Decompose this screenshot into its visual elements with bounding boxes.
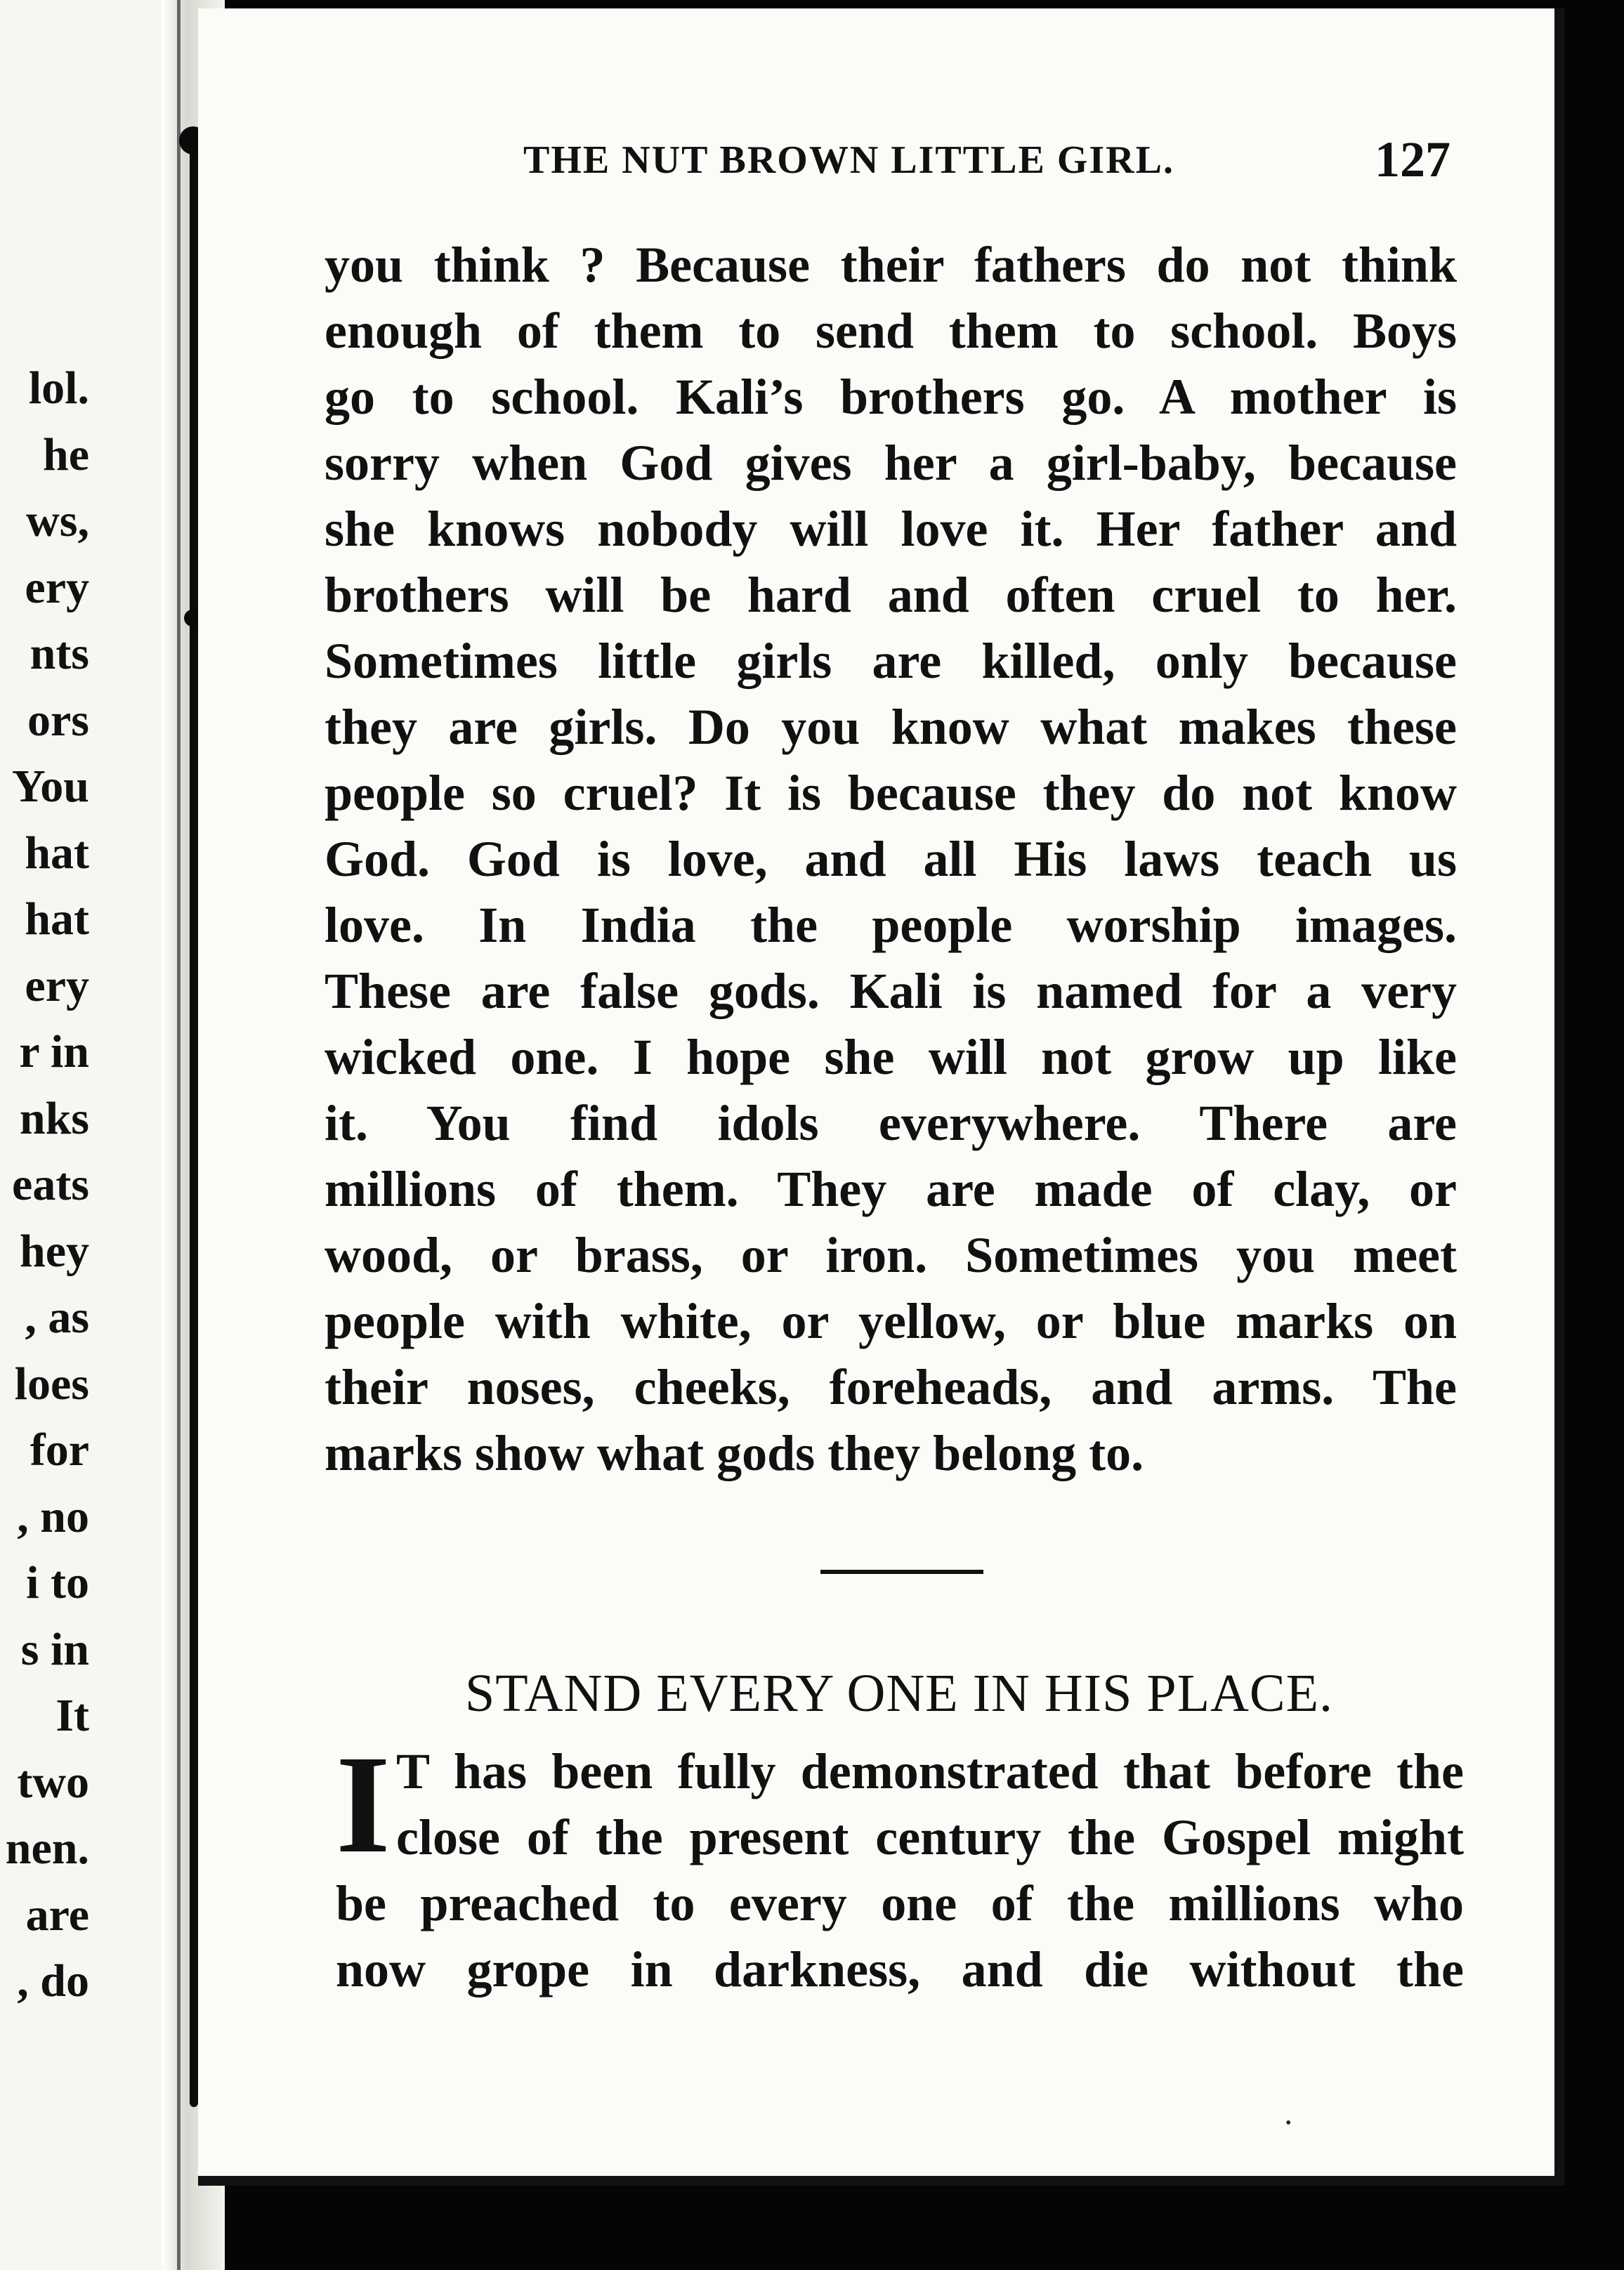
left-text-fragment: ws, [26, 495, 89, 546]
text-line: now grope in darkness, and die without the [336, 1941, 1464, 1997]
left-text-fragment: nen. [5, 1823, 89, 1874]
left-text-fragment: two [17, 1756, 89, 1808]
left-text-fragment: nts [30, 628, 89, 679]
binding-rule [177, 0, 181, 2270]
page-header [523, 131, 1451, 187]
text-line: people with white, or yellow, or blue marks on [325, 1293, 1457, 1349]
text-line: close of the present century the Gospel might [396, 1809, 1464, 1865]
section-divider [820, 1570, 983, 1574]
running-head: THE NUT BROWN LITTLE GIRL. [523, 138, 1174, 182]
drop-cap: I [336, 1727, 391, 1882]
text-line: it. You find idols everywhere. There are [325, 1095, 1457, 1151]
left-text-fragment: are [25, 1889, 89, 1941]
page-number: 127 [1375, 131, 1451, 188]
text-line: marks show what gods they belong to. [325, 1425, 1144, 1481]
left-text-fragment: , no [17, 1490, 89, 1542]
text-line: wood, or brass, or iron. Sometimes you meet [325, 1227, 1457, 1283]
text-line: love. In India the people worship images. [325, 897, 1457, 953]
left-text-fragment: he [43, 428, 89, 480]
text-line: they are girls. Do you know what makes these [325, 699, 1457, 755]
left-text-fragment: hat [25, 827, 89, 879]
text-line: their noses, cheeks, foreheads, and arms. The [325, 1359, 1457, 1415]
left-text-fragment: hat [25, 893, 89, 945]
left-text-fragment: s in [20, 1623, 89, 1675]
text-line: be preached to every one of the millions who [336, 1875, 1464, 1931]
left-text-fragment: ery [25, 561, 89, 613]
left-text-fragment: i to [26, 1557, 89, 1608]
left-text-fragment: ery [25, 959, 89, 1011]
left-text-fragment: for [30, 1424, 89, 1476]
text-line: Sometimes little girls are killed, only because [325, 633, 1457, 689]
text-line: go to school. Kali’s brothers go. A mother is [325, 369, 1457, 425]
text-line: enough of them to send them to school. Boys [325, 303, 1457, 359]
text-line: T has been fully demonstrated that before the [396, 1743, 1464, 1799]
section-title: STAND EVERY ONE IN HIS PLACE. [464, 1664, 1334, 1723]
left-text-fragment: , do [17, 1955, 89, 2007]
binding-thread [190, 140, 198, 2107]
text-line: she knows nobody will love it. Her father and [325, 501, 1457, 557]
left-text-fragment: ors [27, 694, 89, 746]
text-line: brothers will be hard and often cruel to her. [325, 567, 1457, 623]
left-text-fragment: loes [14, 1358, 89, 1410]
text-line: people so cruel? It is because they do not know [325, 765, 1457, 821]
text-line: sorry when God gives her a girl-baby, because [325, 435, 1457, 491]
text-line: wicked one. I hope she will not grow up like [325, 1029, 1457, 1085]
text-line: God. God is love, and all His laws teach us [325, 831, 1457, 887]
left-text-fragment: It [55, 1690, 89, 1741]
print-speck: • [1285, 2114, 1292, 2132]
body-paragraph [325, 232, 1457, 1486]
text-line: millions of them. They are made of clay, or [325, 1161, 1457, 1217]
left-text-fragment: r in [19, 1026, 89, 1077]
text-line: you think ? Because their fathers do not think [325, 237, 1457, 293]
left-text-fragment: , as [25, 1292, 89, 1343]
left-text-fragment: nks [19, 1092, 89, 1144]
left-text-fragment: lol. [28, 362, 89, 414]
left-text-fragment: You [11, 761, 89, 812]
left-text-fragment: hey [20, 1225, 89, 1277]
left-text-fragment: eats [12, 1159, 89, 1210]
text-line: These are false gods. Kali is named for a very [325, 963, 1457, 1019]
section-paragraph [336, 1727, 1464, 2002]
